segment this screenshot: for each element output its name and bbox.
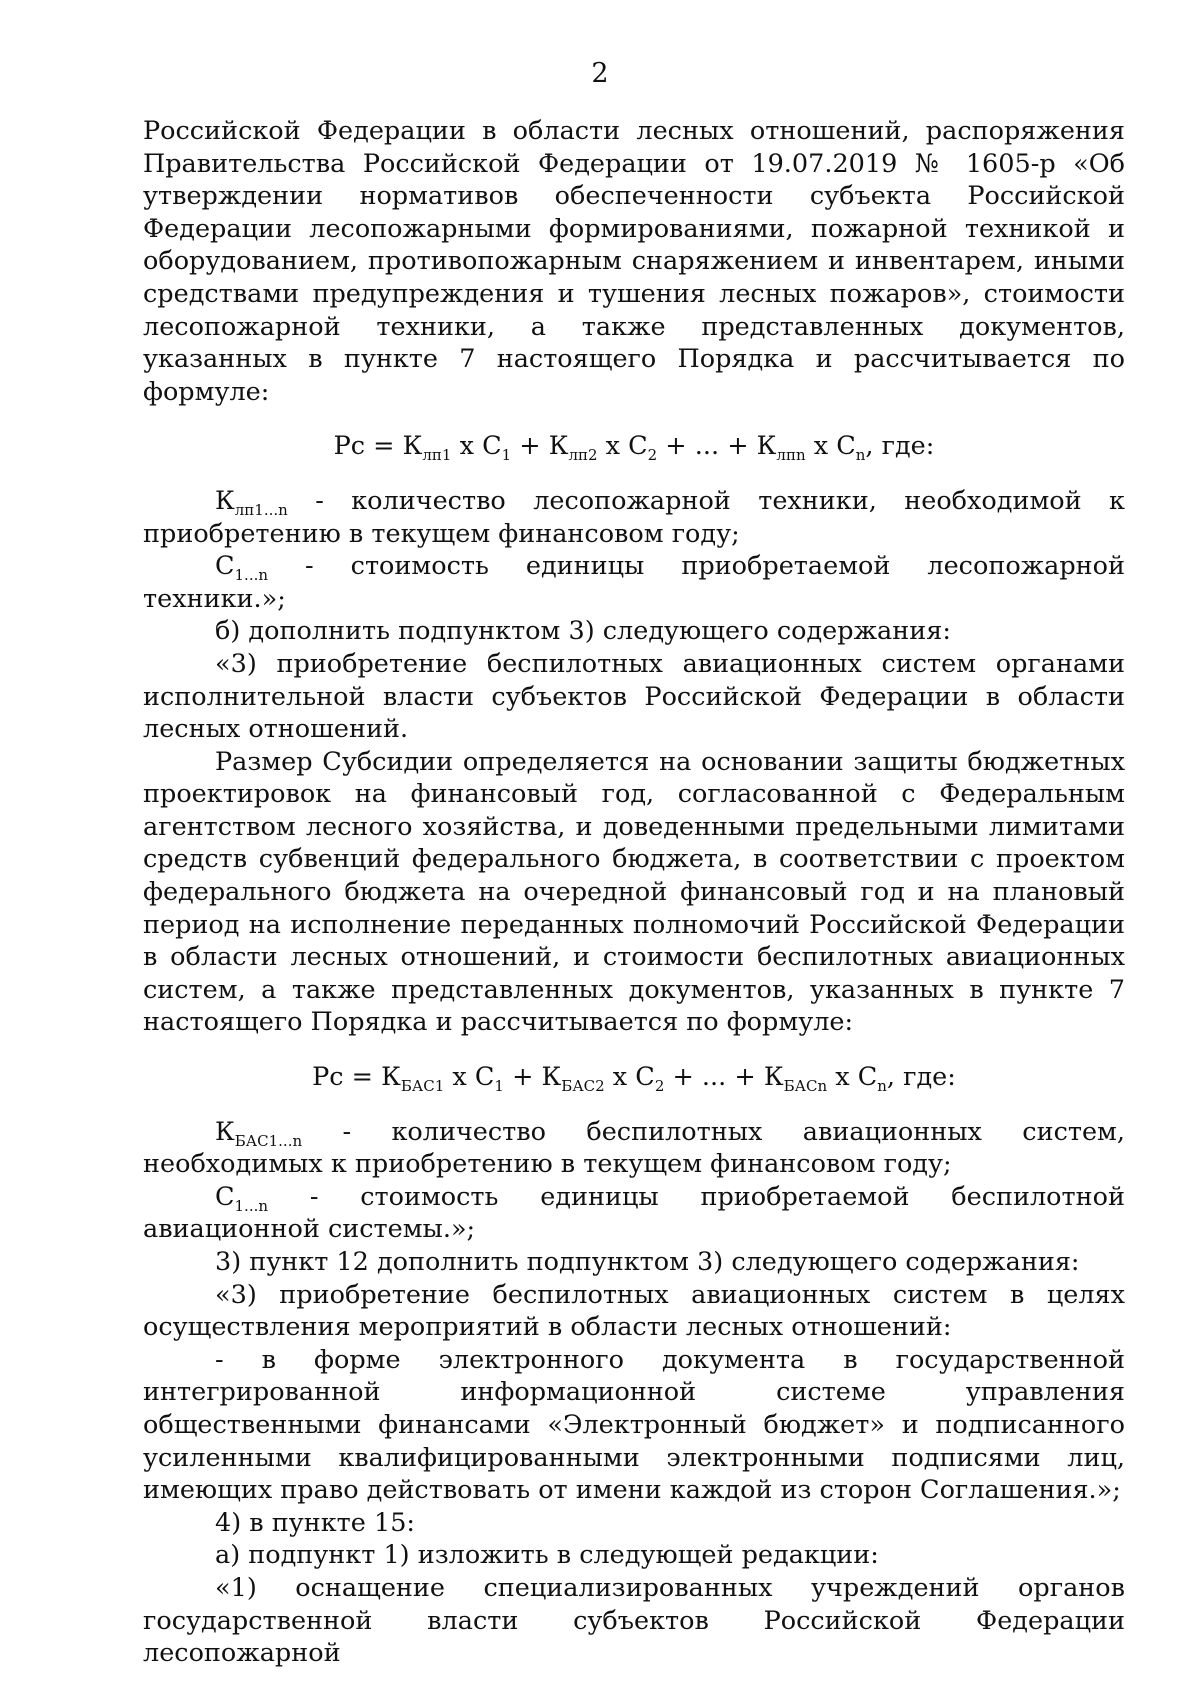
page-number: 2 (591, 58, 609, 89)
definition-c-bas: $С_{1...n}$ - стоимость единицы приобретаемой беспилотной авиационной системы.»; (143, 1181, 1125, 1245)
definition-k-lp: $К_{лп1...n}$ - количество лесопожарной техники, необходимой к приобретению в текущем финансовом году; (143, 485, 1125, 549)
paragraph-add-subclause-3: б) дополнить подпунктом 3) следующего содержания: (215, 616, 951, 647)
definition-c-lp: $С_{1...n}$ - стоимость единицы приобретаемой лесопожарной техники.»; (143, 551, 1125, 614)
paragraph-drone-purchase: «3) приобретение беспилотных авиационных систем органами исполнительной власти субъектов Российской Федерации в области лесных отношений. (143, 648, 1125, 745)
paragraph-clause-15: 4) в пункте 15: (215, 1507, 416, 1538)
paragraph-subclause-1-edit: а) подпункт 1) изложить в следующей редакции: (215, 1540, 879, 1571)
paragraph-intro: Российской Федерации в области лесных отношений, распоряжения Правительства Российской Федерации от 19.07.2019 № 1605-р «Об утверждении нормативов обеспеченности субъекта Российской Федерации лесопожарными формированиями, пожарной техникой и оборудованием, противопожарным снаряжением и инвентарем, иными средствами предупреждения и тушения лесных пожаров», стоимости лесопожарной техники, а также представленных документов, указанных в пункте 7 настоящего Порядка и рассчитывается по формуле: (143, 116, 1125, 407)
paragraph-electronic-document: - в форме электронного документа в государственной интегрированной информационной системе управления общественными финансами «Электронный бюджет» и подписанного усиленными квалифицированными электронными подписями лиц, имеющих право действовать от имени каждой из сторон Соглашения.»; (143, 1344, 1125, 1506)
paragraph-drone-activities: «3) приобретение беспилотных авиационных систем в целях осуществления мероприятий в области лесных отношений: (143, 1279, 1125, 1343)
paragraph-clause-12: 3) пункт 12 дополнить подпунктом 3) следующего содержания: (215, 1247, 1080, 1277)
formula-drone-systems: Рс = $К_{БАС1}$ х $С_1 + К_{БАС2}$ х $С_2$ + ... + $К_{БАСn}$ х $С_n$, где: (312, 1062, 956, 1096)
definition-k-bas: $К_{БАС1...n}$ - количество беспилотных авиационных систем, необходимых к приобретению в текущем финансовом году; (143, 1116, 1125, 1180)
paragraph-subsidy-size: Размер Субсидии определяется на основании защиты бюджетных проектировок на финансовый год, согласованной с Федеральным агентством лесного хозяйства, и доведенными предельными лимитами средств субвенций федерального бюджета, в соответствии с проектом федерального бюджета на очередной финансовый год и на плановый период на исполнение переданных полномочий Российской Федерации в области лесных отношений, и стоимости беспилотных авиационных систем, а также представленных документов, указанных в пункте 7 настоящего Порядка и рассчитывается по формуле: (143, 746, 1125, 1038)
paragraph-equipping-institutions: «1) оснащение специализированных учреждений органов государственной власти субъектов Российской Федерации лесопожарной (143, 1572, 1125, 1669)
formula-forest-fire-equipment: Рс = $К_{лп1}$ х $С_1 + К_{лп2}$ х $С_2$ + ... + $К_{лпn}$ х $С_n$, где: (333, 431, 935, 465)
document-body (143, 115, 1125, 1670)
